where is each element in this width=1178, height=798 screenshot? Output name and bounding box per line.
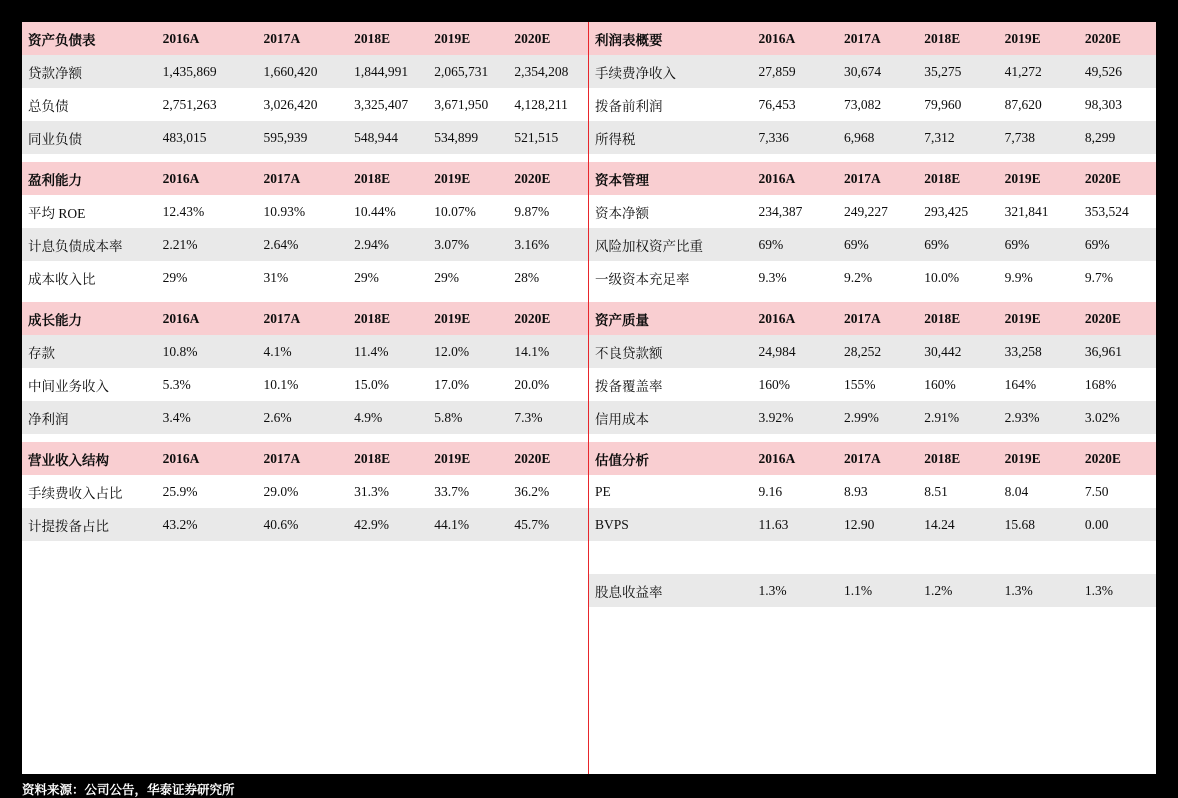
- data-cell: 8.93: [844, 483, 868, 499]
- data-cell: 10.0%: [924, 269, 960, 285]
- spacer-cell: [22, 434, 159, 442]
- data-cell: 6,968: [840, 121, 920, 154]
- spacer-cell: [755, 154, 841, 162]
- column-header-cell: 2020E: [1081, 162, 1156, 195]
- table-title-cell: 资产质量: [589, 302, 755, 335]
- data-cell: 9.2%: [844, 269, 873, 285]
- table-row: [589, 261, 1156, 294]
- data-cell: 548,944: [350, 121, 430, 154]
- data-cell: 36,961: [1081, 335, 1156, 368]
- spacer-cell: [589, 434, 755, 442]
- data-cell: 49,526: [1081, 55, 1156, 88]
- spacer-cell: [755, 294, 841, 302]
- row-label-cell: 拨备前利润: [595, 98, 663, 114]
- row-label-cell: 同业负债: [22, 121, 159, 154]
- data-cell: 7,312: [920, 121, 1000, 154]
- data-cell: 17.0%: [434, 376, 470, 392]
- data-cell: 1,844,991: [350, 55, 430, 88]
- left-column: [22, 22, 589, 774]
- column-header-cell: 2020E: [510, 442, 588, 475]
- data-cell: 76,453: [758, 96, 796, 112]
- column-header-cell: 2017A: [260, 162, 351, 195]
- column-header-cell: 2017A: [840, 302, 920, 335]
- data-cell: 3,026,420: [263, 96, 318, 112]
- table-row: [589, 368, 1156, 401]
- table-row: [22, 401, 588, 434]
- column-header-cell: 2016A: [159, 442, 260, 475]
- data-cell: 28%: [514, 269, 540, 285]
- spacer-cell: [1001, 294, 1081, 302]
- table-title-cell: 成长能力: [22, 302, 159, 335]
- data-cell: 12.0%: [430, 335, 510, 368]
- data-cell: 12.43%: [162, 203, 205, 219]
- row-label-cell: 拨备覆盖率: [595, 378, 663, 394]
- column-header-cell: 2018E: [920, 442, 1000, 475]
- data-cell: 29%: [434, 269, 459, 285]
- column-header-cell: 2019E: [1001, 22, 1081, 55]
- data-cell: 4,128,211: [514, 96, 568, 112]
- data-cell: 28,252: [840, 335, 920, 368]
- spacer-cell: [159, 154, 260, 162]
- column-header-cell: 2019E: [1001, 442, 1081, 475]
- data-cell: 41,272: [1001, 55, 1081, 88]
- data-cell: 30,442: [920, 335, 1000, 368]
- spacer-cell: [260, 434, 351, 442]
- spacer-cell: [260, 294, 351, 302]
- data-cell: 1.2%: [920, 574, 1000, 607]
- column-header-cell: 2017A: [260, 22, 351, 55]
- data-cell: 1.1%: [840, 574, 920, 607]
- data-cell: 8,299: [1081, 121, 1156, 154]
- data-cell: 2.99%: [840, 401, 920, 434]
- column-header-cell: 2018E: [920, 302, 1000, 335]
- data-cell: 1.3%: [1001, 574, 1081, 607]
- spacer-cell: [920, 294, 1000, 302]
- data-cell: 33.7%: [434, 483, 470, 499]
- column-header-cell: 2016A: [755, 442, 841, 475]
- column-header-cell: 2020E: [1081, 22, 1156, 55]
- row-label-cell: BVPS: [589, 508, 755, 541]
- data-cell: 24,984: [755, 335, 841, 368]
- row-label-cell: 贷款净额: [22, 55, 159, 88]
- column-header-cell: 2018E: [920, 22, 1000, 55]
- data-cell: 14.1%: [510, 335, 588, 368]
- spacer-cell: [589, 294, 755, 302]
- spacer-cell: [350, 434, 430, 442]
- data-cell: 10.93%: [263, 203, 306, 219]
- data-cell: 9.16: [758, 483, 783, 499]
- data-cell: 73,082: [844, 96, 882, 112]
- table-row: [589, 55, 1156, 88]
- table-row: [22, 261, 588, 294]
- data-cell: [840, 541, 920, 574]
- column-header-cell: 2018E: [350, 302, 430, 335]
- data-cell: 43.2%: [159, 508, 260, 541]
- spacer-row: [22, 294, 588, 302]
- data-cell: 69%: [1081, 228, 1156, 261]
- data-cell: 40.6%: [260, 508, 351, 541]
- data-cell: 5.8%: [430, 401, 510, 434]
- data-cell: 12.90: [840, 508, 920, 541]
- spacer-cell: [510, 294, 588, 302]
- table-header-row: [22, 442, 588, 475]
- row-label-cell: 计息负债成本率: [22, 228, 159, 261]
- data-cell: 10.1%: [263, 376, 299, 392]
- data-cell: 2.91%: [920, 401, 1000, 434]
- data-cell: [1081, 541, 1156, 574]
- row-label-cell: 存款: [22, 335, 159, 368]
- spacer-cell: [920, 434, 1000, 442]
- row-label-cell: 不良贷款额: [589, 335, 755, 368]
- row-label-cell: 计提拨备占比: [22, 508, 159, 541]
- spacer-cell: [1081, 434, 1156, 442]
- column-header-cell: 2020E: [510, 302, 588, 335]
- row-label-cell: 手续费净收入: [589, 55, 755, 88]
- table-row: [589, 88, 1156, 121]
- data-cell: 595,939: [260, 121, 351, 154]
- data-cell: 9.9%: [1004, 269, 1033, 285]
- spacer-cell: [1001, 154, 1081, 162]
- table-title-cell: 估值分析: [589, 442, 755, 475]
- table-title-cell: 营业收入结构: [22, 442, 159, 475]
- table-header-row: [589, 442, 1156, 475]
- row-label-cell: 股息收益率: [589, 574, 755, 607]
- data-cell: 14.24: [920, 508, 1000, 541]
- data-cell: 5.3%: [162, 376, 191, 392]
- data-cell: 293,425: [924, 203, 969, 219]
- source-note: 资料来源：公司公告，华泰证券研究所: [22, 783, 235, 797]
- row-label-cell: PE: [595, 483, 611, 499]
- spacer-cell: [430, 154, 510, 162]
- data-cell: 160%: [924, 376, 956, 392]
- data-cell: 249,227: [844, 203, 888, 219]
- data-cell: 98,303: [1084, 96, 1123, 112]
- table-row: [22, 228, 588, 261]
- data-cell: 33,258: [1001, 335, 1081, 368]
- spacer-cell: [159, 434, 260, 442]
- data-cell: 2.94%: [350, 228, 430, 261]
- column-header-cell: 2019E: [430, 442, 510, 475]
- spacer-cell: [159, 294, 260, 302]
- table-header-row: [589, 162, 1156, 195]
- column-header-cell: 2017A: [840, 442, 920, 475]
- table-row: [589, 475, 1156, 508]
- column-header-cell: 2019E: [430, 22, 510, 55]
- column-header-cell: 2016A: [159, 302, 260, 335]
- row-label-cell: 中间业务收入: [28, 378, 109, 394]
- data-cell: 7,336: [755, 121, 841, 154]
- spacer-cell: [840, 434, 920, 442]
- data-cell: 3.16%: [510, 228, 588, 261]
- financial-tables-sheet: [22, 22, 1156, 774]
- data-cell: 35,275: [920, 55, 1000, 88]
- data-cell: 483,015: [159, 121, 260, 154]
- data-cell: 10.07%: [434, 203, 476, 219]
- data-cell: 3.4%: [159, 401, 260, 434]
- data-cell: 4.9%: [350, 401, 430, 434]
- data-cell: 15.68: [1001, 508, 1081, 541]
- table-title-cell: 资产负债表: [22, 22, 159, 55]
- data-cell: 1,435,869: [159, 55, 260, 88]
- row-label-cell: 平均 ROE: [28, 205, 86, 221]
- data-cell: 29.0%: [263, 483, 299, 499]
- data-cell: 10.8%: [159, 335, 260, 368]
- table-row: [589, 195, 1156, 228]
- data-cell: 321,841: [1004, 203, 1049, 219]
- row-label-cell: [589, 541, 755, 574]
- data-cell: 11.4%: [350, 335, 430, 368]
- spacer-cell: [22, 154, 159, 162]
- table-row: [22, 368, 588, 401]
- column-header-cell: 2018E: [350, 442, 430, 475]
- data-cell: 3,671,950: [434, 96, 489, 112]
- data-cell: 534,899: [430, 121, 510, 154]
- data-cell: 9.87%: [514, 203, 550, 219]
- data-cell: 29%: [162, 269, 188, 285]
- column-header-cell: 2019E: [430, 302, 510, 335]
- table-row: [589, 121, 1156, 154]
- data-cell: 9.3%: [758, 269, 787, 285]
- row-label-cell: 资本净额: [595, 205, 649, 221]
- spacer-row: [589, 434, 1156, 442]
- table-row: [22, 195, 588, 228]
- data-cell: 31.3%: [354, 483, 389, 499]
- left-tables: [22, 22, 588, 541]
- right-column: [589, 22, 1156, 774]
- column-header-cell: 2017A: [260, 302, 351, 335]
- data-cell: 2.93%: [1001, 401, 1081, 434]
- table-title-cell: 资本管理: [589, 162, 755, 195]
- data-cell: 25.9%: [162, 483, 198, 499]
- column-header-cell: 2020E: [1081, 302, 1156, 335]
- spacer-row: [589, 154, 1156, 162]
- data-cell: 7,738: [1001, 121, 1081, 154]
- column-header-cell: 2016A: [755, 22, 841, 55]
- column-header-cell: 2016A: [755, 302, 841, 335]
- data-cell: [1001, 541, 1081, 574]
- column-header-cell: 2020E: [510, 162, 588, 195]
- table-row: [22, 335, 588, 368]
- spacer-cell: [589, 154, 755, 162]
- column-header-cell: 2017A: [260, 442, 351, 475]
- data-cell: 20.0%: [514, 376, 550, 392]
- data-cell: 1.3%: [755, 574, 841, 607]
- data-cell: [755, 541, 841, 574]
- column-header-cell: 2016A: [159, 162, 260, 195]
- data-cell: 15.0%: [354, 376, 389, 392]
- data-cell: 31%: [263, 269, 289, 285]
- column-header-cell: 2016A: [159, 22, 260, 55]
- table-row: [589, 574, 1156, 607]
- data-cell: 42.9%: [350, 508, 430, 541]
- data-cell: 79,960: [924, 96, 962, 112]
- spacer-row: [22, 434, 588, 442]
- spacer-cell: [1081, 154, 1156, 162]
- table-row: [589, 541, 1156, 574]
- data-cell: 155%: [844, 376, 876, 392]
- spacer-cell: [22, 294, 159, 302]
- spacer-cell: [755, 434, 841, 442]
- table-header-row: [22, 162, 588, 195]
- data-cell: 2.64%: [260, 228, 351, 261]
- table-row: [22, 88, 588, 121]
- table-row: [22, 475, 588, 508]
- table-header-row: [22, 302, 588, 335]
- column-header-cell: 2018E: [920, 162, 1000, 195]
- data-cell: 2.21%: [159, 228, 260, 261]
- data-cell: 3.92%: [755, 401, 841, 434]
- data-cell: 30,674: [840, 55, 920, 88]
- data-cell: 8.04: [1004, 483, 1029, 499]
- column-header-cell: 2018E: [350, 162, 430, 195]
- data-cell: 29%: [354, 269, 379, 285]
- spacer-cell: [840, 294, 920, 302]
- data-cell: 3,325,407: [354, 96, 409, 112]
- data-cell: 7.50: [1084, 483, 1109, 499]
- data-cell: 69%: [920, 228, 1000, 261]
- right-tables: [589, 22, 1156, 607]
- spacer-cell: [260, 154, 351, 162]
- row-label-cell: 总负债: [28, 98, 69, 114]
- row-label-cell: 手续费收入占比: [28, 485, 123, 501]
- row-label-cell: 所得税: [589, 121, 755, 154]
- spacer-cell: [350, 154, 430, 162]
- data-cell: 2,751,263: [162, 96, 217, 112]
- table-row: [22, 508, 588, 541]
- data-cell: 87,620: [1004, 96, 1042, 112]
- spacer-cell: [430, 434, 510, 442]
- table-title-cell: 盈利能力: [22, 162, 159, 195]
- table-row: [22, 121, 588, 154]
- row-label-cell: 信用成本: [589, 401, 755, 434]
- data-cell: 9.7%: [1084, 269, 1114, 285]
- data-cell: 7.3%: [510, 401, 588, 434]
- spacer-cell: [1001, 434, 1081, 442]
- spacer-row: [589, 294, 1156, 302]
- row-label-cell: 风险加权资产比重: [589, 228, 755, 261]
- column-header-cell: 2018E: [350, 22, 430, 55]
- table-row: [589, 401, 1156, 434]
- data-cell: 69%: [755, 228, 841, 261]
- data-cell: 168%: [1084, 376, 1117, 392]
- spacer-cell: [350, 294, 430, 302]
- data-cell: 8.51: [924, 483, 948, 499]
- table-header-row: [589, 22, 1156, 55]
- spacer-cell: [510, 154, 588, 162]
- column-header-cell: 2020E: [510, 22, 588, 55]
- row-label-cell: 成本收入比: [28, 271, 96, 287]
- data-cell: 2.6%: [260, 401, 351, 434]
- spacer-cell: [510, 434, 588, 442]
- data-cell: 521,515: [510, 121, 588, 154]
- data-cell: 164%: [1004, 376, 1037, 392]
- column-header-cell: 2017A: [840, 162, 920, 195]
- table-row: [589, 335, 1156, 368]
- data-cell: 2,065,731: [430, 55, 510, 88]
- data-cell: 69%: [1001, 228, 1081, 261]
- data-cell: 69%: [840, 228, 920, 261]
- table-row: [22, 55, 588, 88]
- column-header-cell: 2016A: [755, 162, 841, 195]
- spacer-row: [22, 154, 588, 162]
- data-cell: 36.2%: [514, 483, 550, 499]
- data-cell: 1.3%: [1081, 574, 1156, 607]
- column-header-cell: 2020E: [1081, 442, 1156, 475]
- data-cell: 353,524: [1084, 203, 1129, 219]
- data-cell: 11.63: [755, 508, 841, 541]
- table-row: [589, 508, 1156, 541]
- data-cell: 10.44%: [354, 203, 396, 219]
- data-cell: 0.00: [1081, 508, 1156, 541]
- spacer-cell: [840, 154, 920, 162]
- data-cell: 45.7%: [510, 508, 588, 541]
- spacer-cell: [430, 294, 510, 302]
- data-cell: 1,660,420: [260, 55, 351, 88]
- data-cell: 234,387: [758, 203, 803, 219]
- table-title-cell: 利润表概要: [589, 22, 755, 55]
- table-row: [589, 228, 1156, 261]
- spacer-cell: [920, 154, 1000, 162]
- column-header-cell: 2019E: [430, 162, 510, 195]
- column-header-cell: 2017A: [840, 22, 920, 55]
- data-cell: 4.1%: [260, 335, 351, 368]
- row-label-cell: 净利润: [22, 401, 159, 434]
- row-label-cell: 一级资本充足率: [595, 271, 690, 287]
- table-header-row: [589, 302, 1156, 335]
- spacer-cell: [1081, 294, 1156, 302]
- column-header-cell: 2019E: [1001, 162, 1081, 195]
- data-cell: [920, 541, 1000, 574]
- data-cell: 2,354,208: [510, 55, 588, 88]
- data-cell: 160%: [758, 376, 790, 392]
- data-cell: 44.1%: [430, 508, 510, 541]
- data-cell: 27,859: [755, 55, 841, 88]
- data-cell: 3.07%: [430, 228, 510, 261]
- table-header-row: [22, 22, 588, 55]
- data-cell: 3.02%: [1081, 401, 1156, 434]
- column-header-cell: 2019E: [1001, 302, 1081, 335]
